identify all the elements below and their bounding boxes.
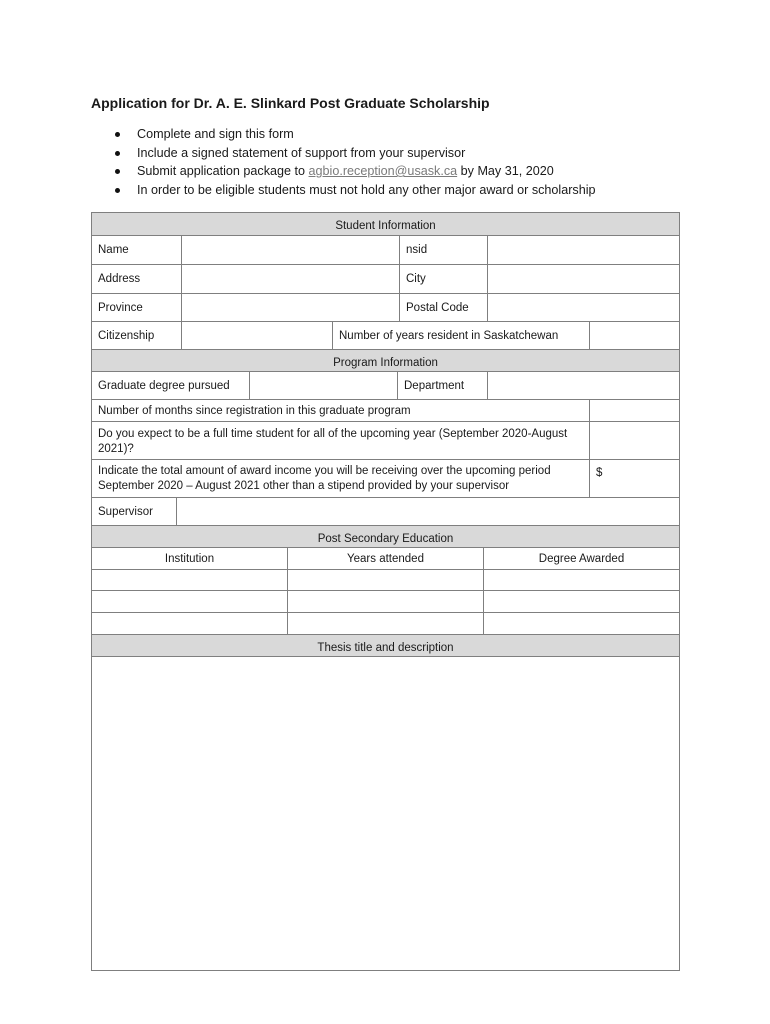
instruction-item: Include a signed statement of support from your supervisor	[110, 144, 596, 163]
months-label: Number of months since registration in this graduate program	[92, 400, 590, 421]
institution-field[interactable]	[92, 570, 288, 590]
table-row	[92, 570, 679, 591]
instruction-item	[110, 162, 596, 181]
instruction-item: Complete and sign this form	[110, 125, 596, 144]
section-title: Student Information	[335, 220, 436, 232]
years-resident-field[interactable]	[590, 322, 679, 349]
fulltime-label: Do you expect to be a full time student for all of the upcoming year (September 2020-August 2021)?	[92, 422, 590, 459]
institution-field[interactable]	[92, 613, 288, 634]
degree-awarded-field[interactable]	[484, 570, 679, 590]
column-header-institution: Institution	[92, 548, 288, 569]
citizenship-field[interactable]	[182, 322, 333, 349]
section-title: Program Information	[333, 357, 438, 369]
city-field[interactable]	[488, 265, 679, 293]
education-table-header	[92, 548, 679, 570]
years-attended-field[interactable]	[288, 570, 484, 590]
address-field[interactable]	[182, 265, 400, 293]
section-header-student-info	[92, 213, 679, 236]
years-attended-field[interactable]	[288, 613, 484, 634]
form-row-supervisor	[92, 498, 679, 526]
award-income-field[interactable]	[590, 460, 679, 497]
section-header-thesis	[92, 635, 679, 657]
table-row	[92, 613, 679, 635]
award-income-label: Indicate the total amount of award income you will be receiving over the upcoming period September 2020 – August 2021 other than a stipend provided by your supervisor	[92, 460, 590, 497]
section-header-post-secondary	[92, 526, 679, 548]
thesis-textarea[interactable]	[92, 657, 679, 970]
months-field[interactable]	[590, 400, 679, 421]
section-header-program-info	[92, 350, 679, 372]
postal-code-label: Postal Code	[400, 294, 488, 321]
supervisor-field[interactable]	[177, 498, 679, 525]
column-header-degree: Degree Awarded	[538, 552, 625, 565]
address-label: Address	[92, 265, 182, 293]
province-label: Province	[92, 294, 182, 321]
section-title: Thesis title and description	[317, 642, 454, 654]
department-label: Department	[398, 372, 488, 399]
years-attended-field[interactable]	[288, 591, 484, 612]
application-form	[91, 212, 680, 971]
form-title: Application for Dr. A. E. Slinkard Post Graduate Scholarship	[91, 95, 490, 111]
nsid-label: nsid	[400, 236, 488, 264]
instruction-text: Submit application package to	[137, 164, 306, 178]
supervisor-label: Supervisor	[92, 498, 177, 525]
section-title: Post Secondary Education	[317, 533, 454, 545]
nsid-field[interactable]	[488, 236, 679, 264]
instruction-text: by May 31, 2020	[460, 164, 554, 178]
email-link[interactable]: agbio.reception@usask.ca	[308, 164, 458, 178]
degree-awarded-field[interactable]	[484, 613, 679, 634]
form-row-address	[92, 265, 679, 294]
form-row-months	[92, 400, 679, 422]
currency-symbol: $	[596, 467, 603, 479]
city-label: City	[400, 265, 488, 293]
postal-code-field[interactable]	[488, 294, 679, 321]
degree-label: Graduate degree pursued	[92, 372, 250, 399]
name-label: Name	[92, 236, 182, 264]
form-row-fulltime	[92, 422, 679, 460]
instruction-item: In order to be eligible students must not hold any other major award or scholarship	[110, 181, 596, 200]
institution-field[interactable]	[92, 591, 288, 612]
department-field[interactable]	[488, 372, 679, 399]
form-row-award-income	[92, 460, 679, 498]
form-row-citizenship	[92, 322, 679, 350]
degree-field[interactable]	[250, 372, 398, 399]
years-resident-label: Number of years resident in Saskatchewan	[333, 322, 590, 349]
name-field[interactable]	[182, 236, 400, 264]
form-row-province	[92, 294, 679, 322]
citizenship-label: Citizenship	[92, 322, 182, 349]
table-row	[92, 591, 679, 613]
form-row-name	[92, 236, 679, 265]
instructions-list	[110, 125, 596, 199]
degree-awarded-field[interactable]	[484, 591, 679, 612]
fulltime-field[interactable]	[590, 422, 679, 459]
column-header-years: Years attended	[288, 548, 484, 569]
province-field[interactable]	[182, 294, 400, 321]
form-row-degree	[92, 372, 679, 400]
